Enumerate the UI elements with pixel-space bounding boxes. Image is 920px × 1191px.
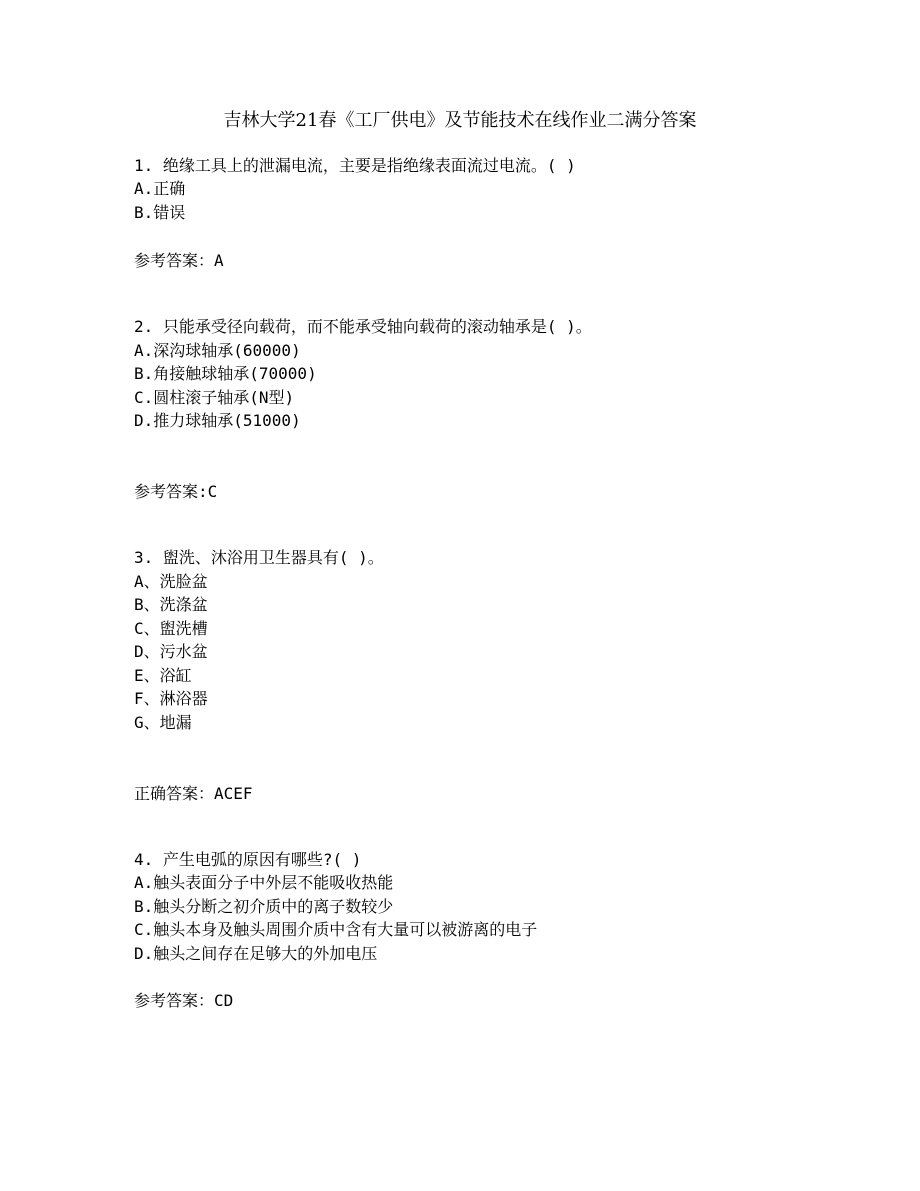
question-3-option-a: A、洗脸盆 (134, 572, 208, 591)
question-4-option-a: A.触头表面分子中外层不能吸收热能 (134, 873, 394, 892)
question-1-answer: 参考答案：A (134, 251, 224, 270)
question-2-option-a: A.深沟球轴承(60000) (134, 341, 301, 360)
question-3-option-c: C、盥洗槽 (134, 619, 208, 638)
question-2-option-c: C.圆柱滚子轴承(N型) (134, 388, 295, 407)
question-3-option-g: G、地漏 (134, 713, 192, 732)
question-3-option-f: F、淋浴器 (134, 689, 208, 708)
question-2-option-b: B.角接触球轴承(70000) (134, 364, 317, 383)
question-2-option-d: D.推力球轴承(51000) (134, 411, 301, 430)
question-4-option-c: C.触头本身及触头周围介质中含有大量可以被游离的电子 (134, 920, 538, 939)
question-3-option-d: D、污水盆 (134, 642, 208, 661)
question-1-stem: 1. 绝缘工具上的泄漏电流，主要是指绝缘表面流过电流。( ) (134, 156, 576, 175)
question-4-stem: 4. 产生电弧的原因有哪些?( ) (134, 850, 362, 869)
question-1-option-a: A.正确 (134, 179, 186, 198)
question-4-answer: 参考答案：CD (134, 991, 234, 1010)
document-title: 吉林大学21春《工厂供电》及节能技术在线作业二满分答案 (223, 110, 697, 131)
question-3-option-e: E、浴缸 (134, 666, 192, 685)
question-2-answer: 参考答案:C (134, 482, 218, 501)
question-3-stem: 3. 盥洗、沐浴用卫生器具有( )。 (134, 548, 384, 567)
question-1-option-b: B.错误 (134, 203, 186, 222)
question-2-stem: 2. 只能承受径向载荷，而不能承受轴向载荷的滚动轴承是( )。 (134, 317, 592, 336)
question-3-option-b: B、洗涤盆 (134, 595, 208, 614)
question-4-option-d: D.触头之间存在足够大的外加电压 (134, 944, 378, 963)
question-4-option-b: B.触头分断之初介质中的离子数较少 (134, 897, 394, 916)
question-3-answer: 正确答案：ACEF (134, 784, 253, 803)
